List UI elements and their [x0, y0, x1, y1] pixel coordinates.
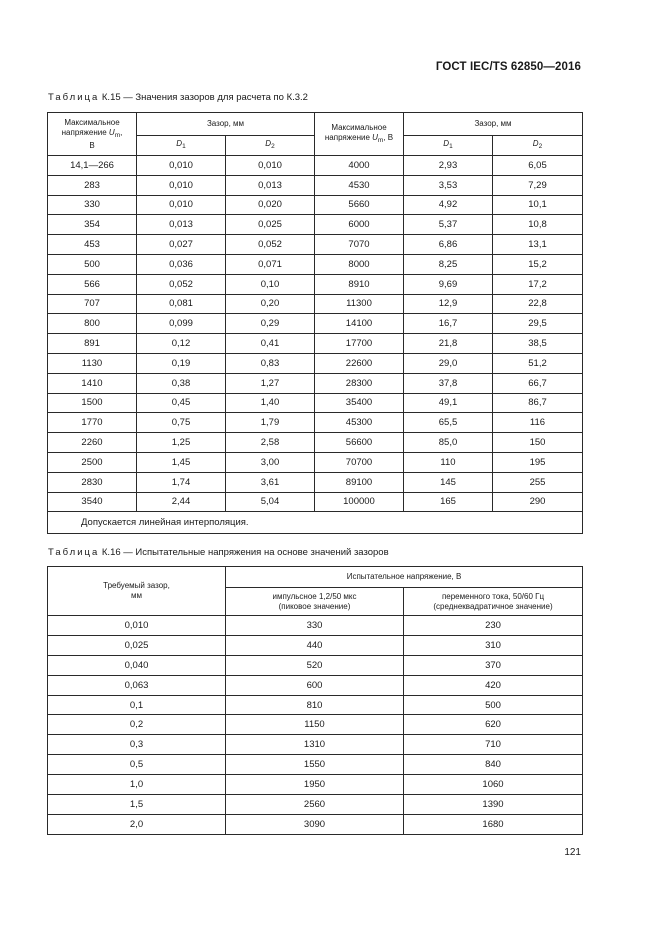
table-cell: 0,071: [226, 254, 315, 274]
table-cell: 14100: [315, 314, 404, 334]
table-cell: 56600: [315, 433, 404, 453]
table-cell: 6000: [315, 215, 404, 235]
table-cell: 1310: [226, 735, 404, 755]
table-cell: 0,83: [226, 353, 315, 373]
table-cell: 453: [48, 235, 137, 255]
table-cell: 0,45: [137, 393, 226, 413]
table-cell: 49,1: [404, 393, 493, 413]
table-cell: 110: [404, 452, 493, 472]
page-number: 121: [564, 847, 581, 858]
header-clearance-left: Зазор, мм: [137, 113, 315, 136]
table-row: [48, 254, 583, 274]
table-cell: 707: [48, 294, 137, 314]
table-cell: 1060: [404, 775, 583, 795]
header-ac: переменного тока, 50/60 Гц (среднеквадратичное значение): [404, 588, 583, 616]
header-d1-left: $D_1$: [137, 136, 226, 156]
table-row: [48, 695, 583, 715]
table-cell: 13,1: [493, 235, 583, 255]
table-cell: 6,05: [493, 156, 583, 176]
table-cell: 500: [48, 254, 137, 274]
header-clearance-right: Зазор, мм: [404, 113, 583, 136]
header-d2-left: $D_2$: [226, 136, 315, 156]
table-cell: 3540: [48, 492, 137, 512]
table-row: [48, 294, 583, 314]
header-impulse: импульсное 1,2/50 мкс (пиковое значение): [226, 588, 404, 616]
table-row: [48, 156, 583, 176]
table-cell: 2500: [48, 452, 137, 472]
table-cell: 370: [404, 655, 583, 675]
table-cell: 230: [404, 616, 583, 636]
table-cell: 0,036: [137, 254, 226, 274]
table-cell: 29,5: [493, 314, 583, 334]
table-cell: 0,013: [137, 215, 226, 235]
table-k15: [47, 112, 583, 534]
header-max-voltage-left: Максимальное напряжение $U_m$, В: [48, 113, 137, 156]
table-cell: 70700: [315, 452, 404, 472]
table-cell: 4000: [315, 156, 404, 176]
table-cell: 2,93: [404, 156, 493, 176]
table-row: [48, 775, 583, 795]
table-cell: 7070: [315, 235, 404, 255]
table-cell: 29,0: [404, 353, 493, 373]
table-cell: 3,53: [404, 175, 493, 195]
table-row: [48, 215, 583, 235]
table-cell: 420: [404, 675, 583, 695]
table-cell: 2,0: [48, 814, 226, 834]
document-code: ГОСТ IEC/TS 62850—2016: [435, 61, 581, 73]
table-cell: 7,29: [493, 175, 583, 195]
table-cell: 0,081: [137, 294, 226, 314]
table-cell: 51,2: [493, 353, 583, 373]
table-cell: 3090: [226, 814, 404, 834]
table-cell: 22,8: [493, 294, 583, 314]
table-row: [48, 334, 583, 354]
table-cell: 15,2: [493, 254, 583, 274]
table-cell: 0,025: [226, 215, 315, 235]
table-row: [48, 235, 583, 255]
table-cell: 0,020: [226, 195, 315, 215]
header-max-voltage-right: Максимальное напряжение $U_m$, В: [315, 113, 404, 156]
table-cell: 21,8: [404, 334, 493, 354]
table-cell: 0,19: [137, 353, 226, 373]
table-k16-caption: [48, 547, 389, 558]
table-row: [48, 735, 583, 755]
table-row: [48, 314, 583, 334]
table-cell: 3,61: [226, 472, 315, 492]
table-cell: 0,010: [226, 156, 315, 176]
table-cell: 1500: [48, 393, 137, 413]
table-cell: 310: [404, 635, 583, 655]
table-cell: 1,0: [48, 775, 226, 795]
table-row: [48, 353, 583, 373]
caption-prefix: Таблица: [48, 92, 100, 103]
table-cell: 2830: [48, 472, 137, 492]
table-cell: 66,7: [493, 373, 583, 393]
table-cell: 1410: [48, 373, 137, 393]
table-row: [48, 675, 583, 695]
table-cell: 354: [48, 215, 137, 235]
table-cell: 0,3: [48, 735, 226, 755]
table-cell: 600: [226, 675, 404, 695]
table-cell: 38,5: [493, 334, 583, 354]
table-cell: 89100: [315, 472, 404, 492]
header-required-clearance: Требуемый зазор, мм: [48, 567, 226, 616]
table-row: [48, 373, 583, 393]
table-row: [48, 274, 583, 294]
table-cell: 0,027: [137, 235, 226, 255]
table-cell: 6,86: [404, 235, 493, 255]
table-cell: 4530: [315, 175, 404, 195]
table-k16: [47, 566, 583, 835]
table-cell: 2260: [48, 433, 137, 453]
table-cell: 0,29: [226, 314, 315, 334]
table-cell: 2560: [226, 795, 404, 815]
table-cell: 0,38: [137, 373, 226, 393]
table-cell: 17700: [315, 334, 404, 354]
header-d1-right: $D_1$: [404, 136, 493, 156]
table-cell: 28300: [315, 373, 404, 393]
table-row: [48, 195, 583, 215]
table-row: [48, 452, 583, 472]
table-cell: 0,75: [137, 413, 226, 433]
table-cell: 800: [48, 314, 137, 334]
header-test-voltage: Испытательное напряжение, В: [226, 567, 583, 588]
table-row: [48, 755, 583, 775]
table-cell: 8910: [315, 274, 404, 294]
table-cell: 0,010: [137, 156, 226, 176]
table-cell: 86,7: [493, 393, 583, 413]
table-cell: 0,5: [48, 755, 226, 775]
table-cell: 37,8: [404, 373, 493, 393]
table-cell: 14,1—266: [48, 156, 137, 176]
table-cell: 0,025: [48, 635, 226, 655]
table-cell: 45300: [315, 413, 404, 433]
table-cell: 0,10: [226, 274, 315, 294]
table-cell: 0,010: [48, 616, 226, 636]
table-cell: 0,010: [137, 195, 226, 215]
table-cell: 1770: [48, 413, 137, 433]
table-cell: 810: [226, 695, 404, 715]
table-cell: 9,69: [404, 274, 493, 294]
table-cell: 1,74: [137, 472, 226, 492]
table-cell: 0,41: [226, 334, 315, 354]
table-cell: 2,44: [137, 492, 226, 512]
table-cell: 150: [493, 433, 583, 453]
table-row: [48, 814, 583, 834]
table-row: [48, 715, 583, 735]
table-cell: 255: [493, 472, 583, 492]
table-cell: 0,052: [137, 274, 226, 294]
table-cell: 116: [493, 413, 583, 433]
table-cell: 1,79: [226, 413, 315, 433]
table-cell: 0,2: [48, 715, 226, 735]
table-row: [48, 175, 583, 195]
table-cell: 1150: [226, 715, 404, 735]
table-cell: 1,40: [226, 393, 315, 413]
table-cell: 22600: [315, 353, 404, 373]
table-cell: 500: [404, 695, 583, 715]
table-cell: 283: [48, 175, 137, 195]
table-k15-caption: [48, 92, 308, 103]
table-cell: 10,1: [493, 195, 583, 215]
table-cell: 165: [404, 492, 493, 512]
table-cell: 10,8: [493, 215, 583, 235]
table-row: [48, 655, 583, 675]
table-cell: 566: [48, 274, 137, 294]
table-cell: 0,12: [137, 334, 226, 354]
table-cell: 1,45: [137, 452, 226, 472]
table-row: [48, 393, 583, 413]
table-cell: 35400: [315, 393, 404, 413]
table-cell: 1,27: [226, 373, 315, 393]
table-cell: 3,00: [226, 452, 315, 472]
table-row: [48, 433, 583, 453]
table-cell: 4,92: [404, 195, 493, 215]
table-cell: 5,37: [404, 215, 493, 235]
table-cell: 5660: [315, 195, 404, 215]
table-cell: 620: [404, 715, 583, 735]
table-cell: 0,099: [137, 314, 226, 334]
table-cell: 0,20: [226, 294, 315, 314]
table-cell: 0,013: [226, 175, 315, 195]
table-cell: 1390: [404, 795, 583, 815]
table-cell: 710: [404, 735, 583, 755]
table-cell: 0,1: [48, 695, 226, 715]
table-row: [48, 616, 583, 636]
table-cell: 12,9: [404, 294, 493, 314]
table-cell: 1,25: [137, 433, 226, 453]
table-cell: 1680: [404, 814, 583, 834]
table-row: [48, 635, 583, 655]
table-row: [48, 795, 583, 815]
table-cell: 1950: [226, 775, 404, 795]
table-cell: 1130: [48, 353, 137, 373]
table-cell: 290: [493, 492, 583, 512]
caption-prefix: Таблица: [48, 547, 100, 558]
table-row: [48, 472, 583, 492]
table-cell: 195: [493, 452, 583, 472]
table-cell: 0,040: [48, 655, 226, 675]
table-cell: 1,5: [48, 795, 226, 815]
table-cell: 5,04: [226, 492, 315, 512]
table-cell: 2,58: [226, 433, 315, 453]
table-cell: 840: [404, 755, 583, 775]
table-cell: 65,5: [404, 413, 493, 433]
table-cell: 0,052: [226, 235, 315, 255]
table-cell: 8,25: [404, 254, 493, 274]
table-cell: 520: [226, 655, 404, 675]
table-cell: 1550: [226, 755, 404, 775]
caption-text: К.15 — Значения зазоров для расчета по К.3.2: [101, 92, 308, 103]
table-row: [48, 492, 583, 512]
table-cell: 11300: [315, 294, 404, 314]
table-cell: 16,7: [404, 314, 493, 334]
table-cell: 330: [48, 195, 137, 215]
table-note: Допускается линейная интерполяция.: [48, 512, 583, 534]
table-cell: 100000: [315, 492, 404, 512]
table-cell: 17,2: [493, 274, 583, 294]
table-cell: 8000: [315, 254, 404, 274]
table-cell: 0,063: [48, 675, 226, 695]
table-cell: 0,010: [137, 175, 226, 195]
table-cell: 891: [48, 334, 137, 354]
table-cell: 145: [404, 472, 493, 492]
table-cell: 330: [226, 616, 404, 636]
table-cell: 85,0: [404, 433, 493, 453]
caption-text: К.16 — Испытательные напряжения на основе значений зазоров: [101, 547, 389, 558]
header-d2-right: $D_2$: [493, 136, 583, 156]
table-cell: 440: [226, 635, 404, 655]
table-row: [48, 413, 583, 433]
